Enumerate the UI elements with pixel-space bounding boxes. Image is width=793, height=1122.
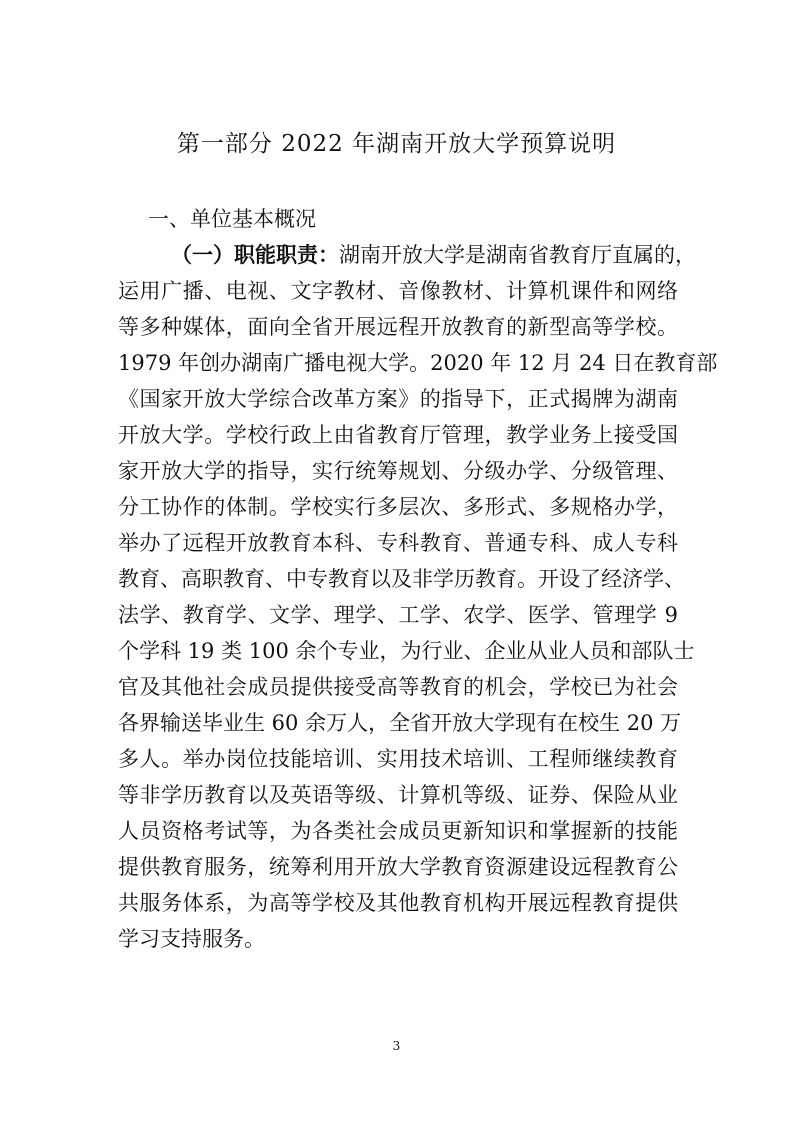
paragraph-line: 提供教育服务，统筹利用开放大学教育资源建设远程教育公 [118, 855, 678, 879]
paragraph-line: 1979 年创办湖南广播电视大学。2020 年 12 月 24 日在教育部 [118, 351, 718, 375]
paragraph-line: 共服务体系，为高等学校及其他教育机构开展远程教育提供 [118, 891, 678, 915]
section-heading: 一、单位基本概况 [148, 207, 316, 231]
paragraph-line: 教育、高职教育、中专教育以及非学历教育。开设了经济学、 [118, 567, 685, 591]
paragraph-line: 等非学历教育以及英语等级、计算机等级、证券、保险从业 [118, 783, 678, 807]
paragraph-line: 多人。举办岗位技能培训、实用技术培训、工程师继续教育 [118, 747, 678, 771]
paragraph-first-line [171, 237, 696, 273]
paragraph-line: 人员资格考试等，为各类社会成员更新知识和掌握新的技能 [118, 819, 678, 843]
paragraph-first-line-text: 湖南开放大学是湖南省教育厅直属的， [339, 243, 696, 267]
paragraph-line: 家开放大学的指导，实行统筹规划、分级办学、分级管理、 [118, 459, 678, 483]
paragraph-line: 运用广播、电视、文字教材、音像教材、计算机课件和网络 [118, 279, 678, 303]
paragraph-line: 分工协作的体制。学校实行多层次、多形式、多规格办学， [118, 495, 678, 519]
paragraph-line: 等多种媒体，面向全省开展远程开放教育的新型高等学校。 [118, 315, 678, 339]
paragraph-line: 官及其他社会成员提供接受高等教育的机会，学校已为社会 [118, 675, 678, 699]
paragraph-line: 法学、教育学、文学、理学、工学、农学、医学、管理学 9 [118, 603, 678, 627]
paragraph-line: 个学科 19 类 100 余个专业，为行业、企业从业人员和部队士 [118, 639, 695, 663]
paragraph-line: 各界输送毕业生 60 余万人，全省开放大学现有在校生 20 万 [118, 711, 682, 735]
paragraph-line: 《国家开放大学综合改革方案》的指导下，正式揭牌为湖南 [118, 387, 678, 411]
paragraph-line: 学习支持服务。 [118, 927, 265, 951]
page-number: 3 [392, 1039, 401, 1053]
paragraph-line: 开放大学。学校行政上由省教育厅管理，教学业务上接受国 [118, 423, 678, 447]
page-title: 第一部分 2022 年湖南开放大学预算说明 [176, 131, 617, 157]
paragraph-lead: （一）职能职责： [171, 242, 339, 267]
paragraph-line: 举办了远程开放教育本科、专科教育、普通专科、成人专科 [118, 531, 678, 555]
